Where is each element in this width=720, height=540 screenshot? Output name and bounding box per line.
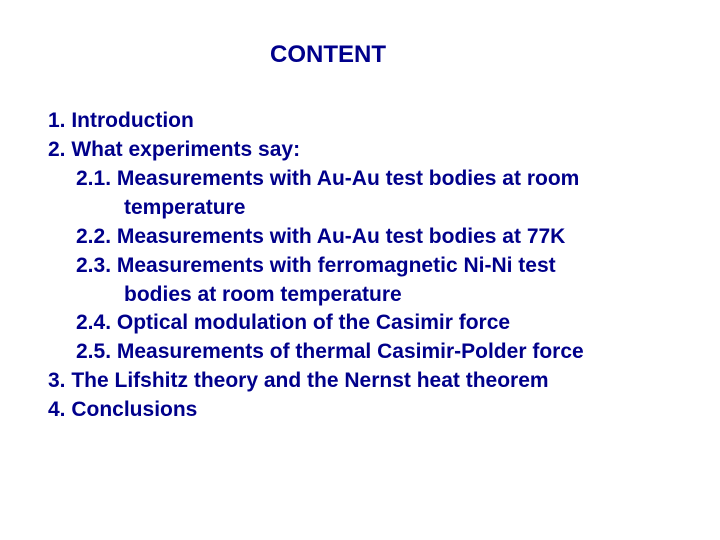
list-item-2-2: 2.2. Measurements with Au-Au test bodies at 77K (76, 225, 566, 248)
list-item-2-4: 2.4. Optical modulation of the Casimir force (76, 311, 511, 334)
list-item-2-1: 2.1. Measurements with Au-Au test bodies at room (76, 167, 580, 190)
slide-title: CONTENT (270, 41, 386, 68)
list-item-2-3-continued: bodies at room temperature (124, 283, 402, 306)
list-item-introduction: 1. Introduction (48, 109, 194, 132)
list-item-2-3: 2.3. Measurements with ferromagnetic Ni-Ni test (76, 254, 556, 277)
list-item-lifshitz: 3. The Lifshitz theory and the Nernst heat theorem (48, 369, 549, 392)
list-item-2-1-continued: temperature (124, 196, 246, 219)
list-item-conclusions: 4. Conclusions (48, 398, 198, 421)
list-item-2-5: 2.5. Measurements of thermal Casimir-Polder force (76, 340, 584, 363)
list-item-experiments: 2. What experiments say: (48, 138, 301, 161)
